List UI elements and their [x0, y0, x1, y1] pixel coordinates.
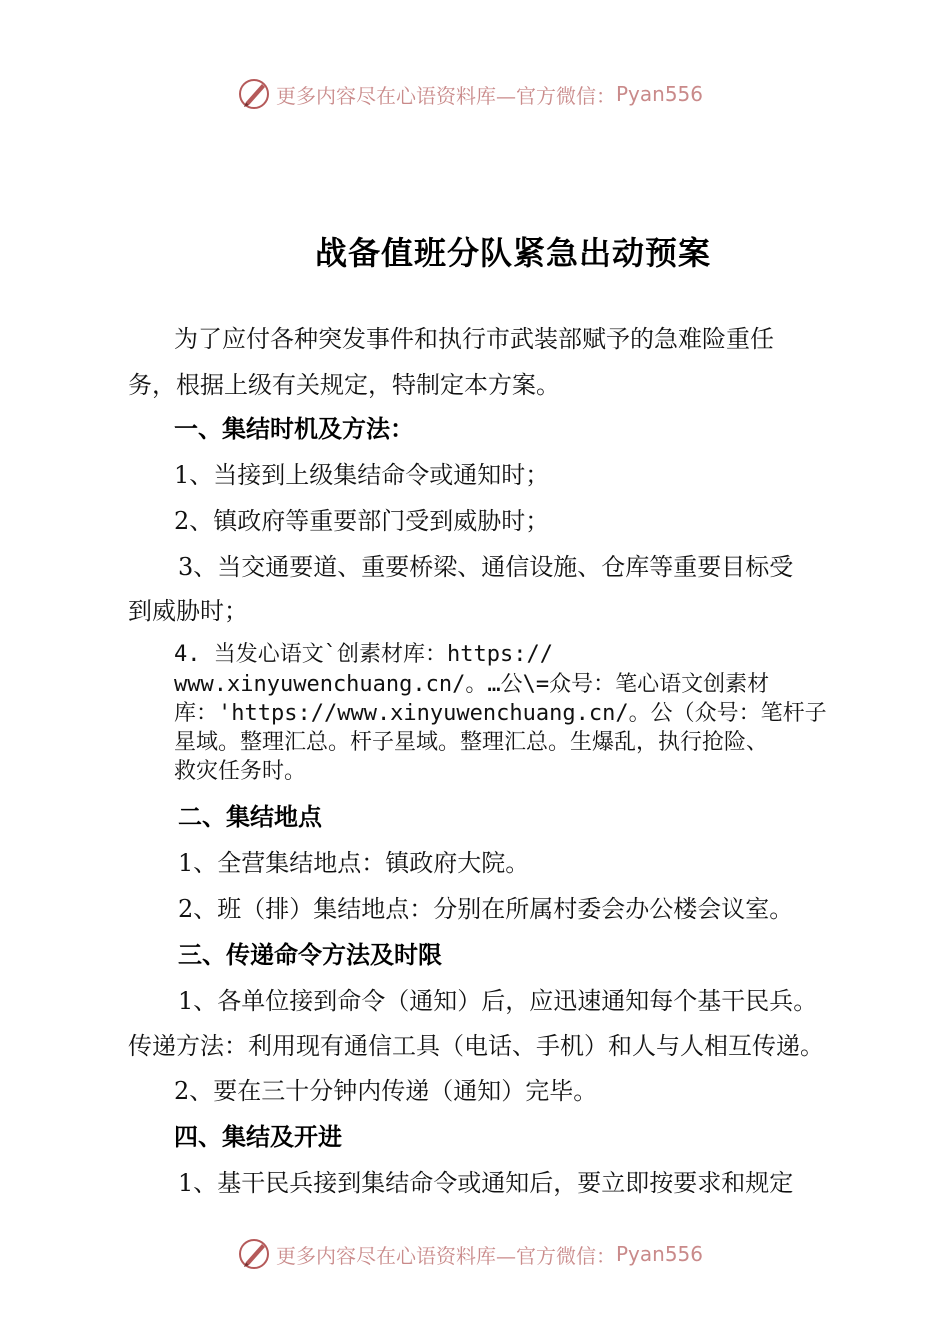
section-1-item-1: 1、当接到上级集结命令或通知时；: [174, 461, 550, 489]
watermark-text: 更多内容尽在心语资料库—官方微信：: [276, 1243, 616, 1268]
section-3-heading: 三、传递命令方法及时限: [178, 941, 442, 969]
section-1-item-4-line-3: 库：'https://www.xinyuwenchuang.cn/。公（众号：笔杆子: [174, 701, 827, 726]
watermark-text: 更多内容尽在心语资料库—官方微信：: [276, 83, 616, 108]
section-4-item-1: 1、基干民兵接到集结命令或通知后，要立即按要求和规定: [178, 1169, 794, 1197]
section-2-item-2: 2、班（排）集结地点：分别在所属村委会办公楼会议室。: [178, 895, 794, 923]
section-3-item-1-line-2: 传递方法：利用现有通信工具（电话、手机）和人与人相互传递。: [128, 1032, 824, 1060]
section-3-item-2: 2、要在三十分钟内传递（通知）完毕。: [174, 1077, 598, 1105]
watermark-header: [236, 74, 703, 114]
watermark-footer: [236, 1234, 703, 1274]
section-2-heading: 二、集结地点: [178, 803, 322, 831]
section-3-item-1-line-1: 1、各单位接到命令（通知）后，应迅速通知每个基干民兵。: [178, 987, 818, 1015]
section-1-item-2: 2、镇政府等重要部门受到威胁时；: [174, 507, 550, 535]
section-4-heading: 四、集结及开进: [174, 1123, 342, 1151]
section-1-item-4-line-2: www.xinyuwenchuang.cn/。…公\=众号：笔心语文创素材: [174, 672, 770, 697]
section-1-item-3-line-2: 到威胁时；: [128, 597, 248, 625]
intro-line-2: 务，根据上级有关规定，特制定本方案。: [128, 371, 560, 399]
section-1-item-4-line-5: 救灾任务时。: [174, 759, 307, 784]
document-title: 战备值班分队紧急出动预案: [314, 234, 711, 272]
watermark-wechat-id: Pyan556: [616, 1242, 704, 1266]
intro-line-1: 为了应付各种突发事件和执行市武装部赋予的急难险重任: [174, 325, 774, 353]
section-1-heading: 一、集结时机及方法：: [174, 415, 414, 443]
section-1-item-4-line-4: 星域。整理汇总。杆子星域。整理汇总。生爆乱，执行抢险、: [174, 730, 769, 755]
watermark-wechat-id: Pyan556: [616, 82, 704, 106]
pen-logo-icon: [236, 76, 272, 112]
section-1-item-4-line-1: 4. 当发心语文`创素材库：https://: [174, 642, 553, 667]
section-1-item-3-line-1: 3、当交通要道、重要桥梁、通信设施、仓库等重要目标受: [178, 553, 794, 581]
section-2-item-1: 1、全营集结地点：镇政府大院。: [178, 849, 530, 877]
pen-logo-icon: [236, 1236, 272, 1272]
